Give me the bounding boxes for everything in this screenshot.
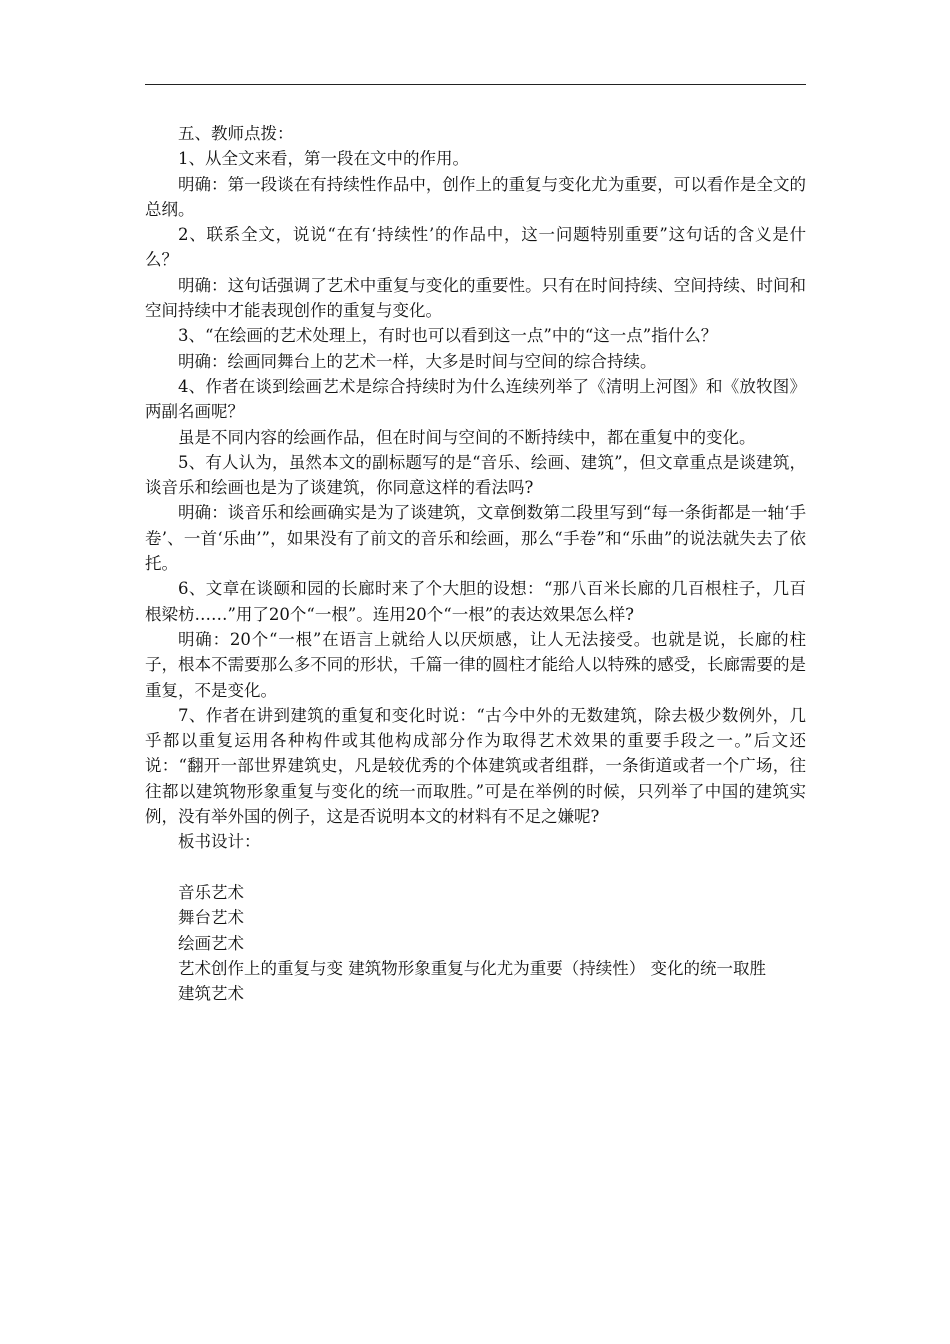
board-item-music: 音乐艺术 [178, 882, 244, 902]
answer-1: 明确：第一段谈在有持续性作品中，创作上的重复与变化尤为重要，可以看作是全文的总纲。 [145, 174, 806, 219]
document-body [145, 121, 806, 1006]
question-2: 2、联系全文，说说“在有‘持续性’的作品中，这一问题特别重要”这句话的含义是什么？ [145, 225, 806, 270]
blank-line [145, 855, 806, 880]
answer-3: 明确：绘画同舞台上的艺术一样，大多是时间与空间的综合持续。 [178, 351, 657, 371]
question-3: 3、“在绘画的艺术处理上，有时也可以看到这一点”中的“这一点”指什么？ [178, 326, 718, 346]
board-design-heading: 板书设计： [178, 832, 261, 852]
section-heading: 五、教师点拨： [178, 124, 294, 143]
question-5: 5、有人认为，虽然本文的副标题写的是“音乐、绘画、建筑”，但文章重点是谈建筑，谈音乐和绘画也是为了谈建筑，你同意这样的看法吗? [145, 452, 806, 498]
question-1: 1、从全文来看，第一段在文中的作用。 [178, 149, 469, 169]
board-item-stage: 舞台艺术 [178, 908, 244, 928]
answer-2: 明确：这句话强调了艺术中重复与变化的重要性。只有在时间持续、空间持续、时间和空间持续中才能表现创作的重复与变化。 [145, 275, 806, 321]
answer-4: 虽是不同内容的绘画作品，但在时间与空间的不断持续中，都在重复中的变化。 [178, 427, 756, 447]
question-7: 7、作者在讲到建筑的重复和变化时说：“古今中外的无数建筑，除去极少数例外，几乎都以重复运用各种构件或其他构成部分作为取得艺术效果的重要手段之一。”后文还说：“翻开一部世界建筑史，凡是较优秀的个体建筑或者组群，一条街道或者一个广场，往往都以建筑物形象重复与变化的统一而取胜。”可是在举例的时候，只列举了中国的建筑实例，没有举外国的例子，这是否说明本文的材料有不足之嫌呢? [145, 705, 806, 827]
board-item-architecture: 建筑艺术 [178, 984, 244, 1004]
board-item-painting: 绘画艺术 [178, 933, 244, 953]
question-6: 6、文章在谈颐和园的长廊时来了个大胆的设想：“那八百米长廊的几百根柱子，几百根梁枋……”用了20个“一根”。连用20个“一根”的表达效果怎么样? [145, 579, 806, 624]
question-4: 4、作者在谈到绘画艺术是综合持续时为什么连续列举了《清明上河图》和《放牧图》两副名画呢？ [145, 376, 806, 422]
header-rule [145, 84, 806, 85]
answer-5: 明确：谈音乐和绘画确实是为了谈建筑，文章倒数第二段里写到“每一条街都是一轴‘手卷’、一首‘乐曲’”，如果没有了前文的音乐和绘画，那么“手卷”和“乐曲”的说法就失去了依托。 [145, 503, 806, 574]
board-item-summary: 艺术创作上的重复与变 建筑物形象重复与化尤为重要（持续性） 变化的统一取胜 [178, 958, 766, 978]
answer-6: 明确：20个“一根”在语言上就给人以厌烦感，让人无法接受。也就是说，长廊的柱子，根本不需要那么多不同的形状，千篇一律的圆柱才能给人以特殊的感受，长廊需要的是重复，不是变化。 [145, 629, 806, 700]
